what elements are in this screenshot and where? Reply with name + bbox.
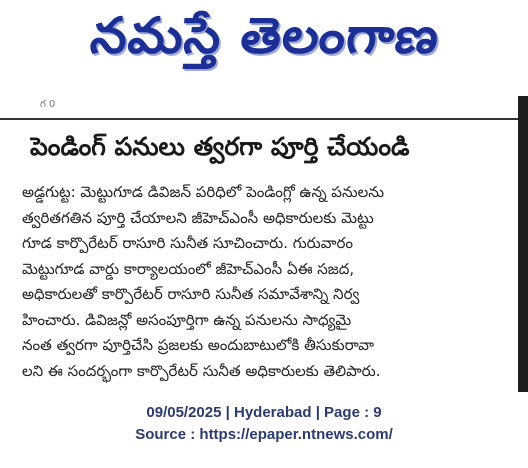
top-divider bbox=[0, 118, 528, 120]
source-link[interactable]: Source : https://epaper.ntnews.com/ bbox=[135, 426, 393, 443]
article-body bbox=[22, 180, 500, 392]
dateline: గ 0 bbox=[40, 99, 56, 110]
article-headline: పెండింగ్ పనులు త్వరగా పూర్తి చేయండి bbox=[30, 132, 410, 161]
clipping-footer bbox=[0, 402, 528, 446]
masthead-title: నమస్తే తెలంగాణ bbox=[87, 7, 442, 65]
date-city-page: 09/05/2025 | Hyderabad | Page : 9 bbox=[146, 404, 382, 421]
column-edge-bar bbox=[518, 96, 528, 392]
article-line: అధికారులతో కార్పొరేటర్ రాసూరి సునీత సమావేశాన్ని నిర్వ bbox=[22, 285, 360, 303]
newspaper-masthead bbox=[0, 0, 528, 84]
article-line: హించారు. డివిజన్లో అసంపూర్తిగా ఉన్న పనులను సాధ్యమై bbox=[22, 310, 352, 329]
article-line: అడ్డగుట్ట: మెట్టుగూడ డివిజన్ పరిధిలో పెండింగ్లో ఉన్న పనులను bbox=[22, 183, 385, 201]
article-line: మెట్టుగూడ వార్డు కార్యాలయంలో జీహెచ్ఎంసీ ఏఈ సజద, bbox=[22, 259, 355, 278]
article-line: నంత త్వరగా పూర్తిచేసి ప్రజలకు అందుబాటులోకి తీసుకురావా bbox=[22, 336, 374, 354]
article-line: త్వరితగతిన పూర్తి చేయాలని జీహెచ్ఎంసీ అధికారులకు మెట్టు bbox=[22, 208, 374, 227]
article-line: లని ఈ సందర్భంగా కార్పొరేటర్ సునీత అధికారులకు తెలిపారు. bbox=[22, 361, 381, 380]
article-line: గూడ కార్పొరేటర్ రాసూరి సునీత సూచించారు. గురువారం bbox=[22, 234, 353, 252]
